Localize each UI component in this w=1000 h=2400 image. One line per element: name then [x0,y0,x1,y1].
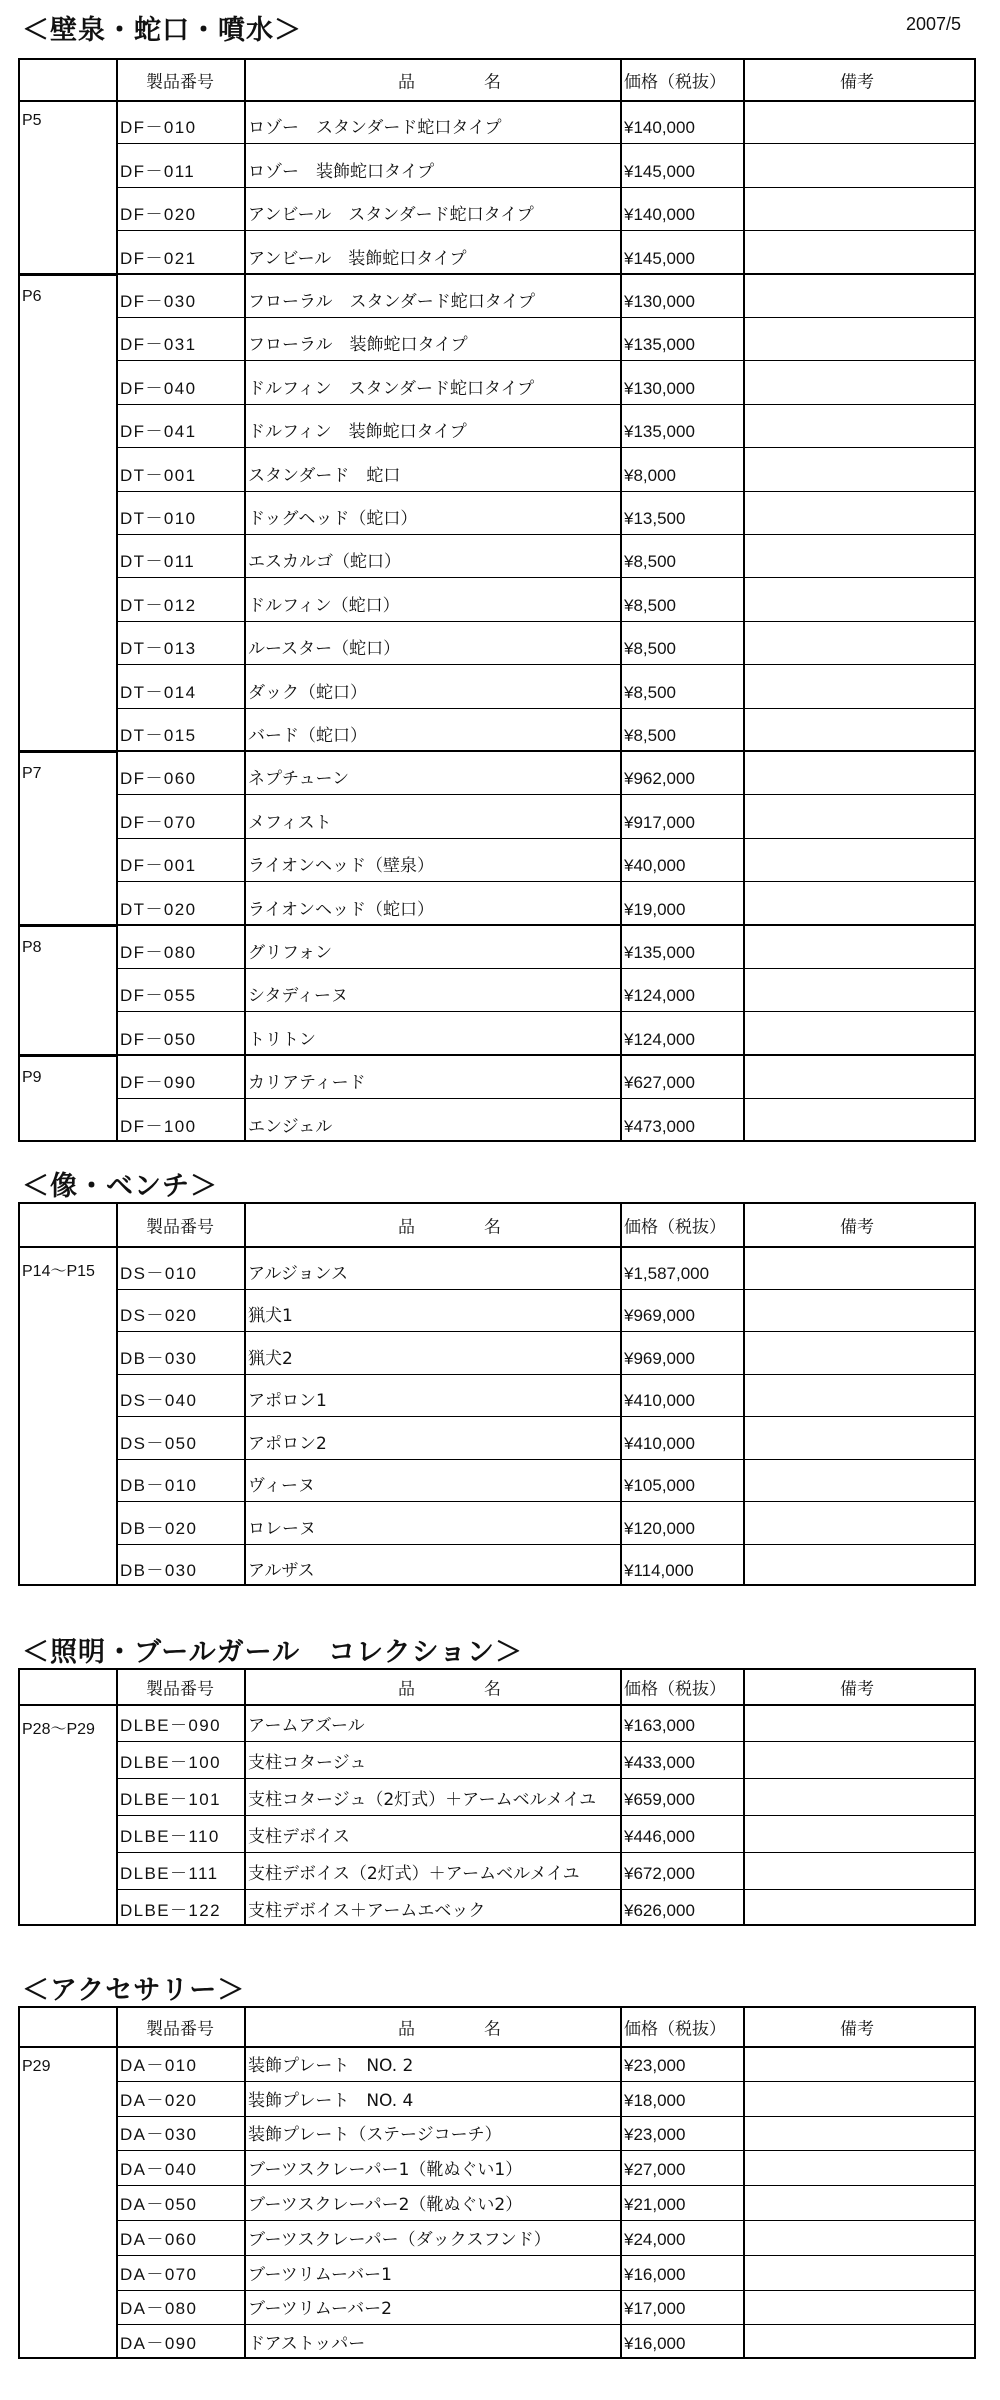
product-code: DA－060 [120,2229,198,2249]
section-title: ＜照明・ブールガール コレクション＞ [22,1637,524,1668]
product-name: アンビール スタンダード蛇口タイプ [248,205,534,226]
product-name: ライオンヘッド（蛇口） [248,899,434,920]
product-code: DB－030 [120,1348,198,1368]
product-price: ¥473,000 [624,1116,695,1136]
product-code: DA－070 [120,2264,198,2284]
product-name: 装飾プレート（ステージコーチ） [248,2125,502,2146]
product-price: ¥135,000 [624,942,695,962]
column-divider [244,2008,246,2357]
product-price: ¥23,000 [624,2125,686,2145]
table-row [20,187,974,231]
product-name: アルザス [248,1561,315,1581]
product-code: DA－080 [120,2299,198,2319]
product-price: ¥120,000 [624,1518,695,1538]
product-code: DB－030 [120,1561,198,1580]
product-name: ライオンヘッド（壁泉） [248,856,434,877]
table-row [20,577,974,621]
product-price: ¥140,000 [624,118,695,138]
page-ref: P9 [22,1068,42,1086]
product-code: DA－030 [120,2125,198,2145]
product-price: ¥24,000 [624,2229,686,2249]
page-ref: P29 [22,2058,51,2075]
product-code: DT－010 [120,508,197,528]
table-row [20,794,974,838]
product-price: ¥140,000 [624,205,695,225]
table-row [20,1704,974,1742]
product-code: DA－010 [120,2055,198,2075]
product-price: ¥135,000 [624,335,695,355]
product-name: ブーツリムーバー2 [248,2299,392,2320]
table-row [20,404,974,448]
table-row [20,534,974,578]
product-price: ¥145,000 [624,248,695,268]
product-code: DB－010 [120,1476,198,1495]
table-row [20,621,974,665]
product-price: ¥969,000 [624,1348,695,1368]
product-price: ¥163,000 [624,1716,695,1735]
table-row [20,1331,974,1375]
product-price: ¥8,500 [624,725,676,745]
table-row [20,2185,974,2221]
product-code: DF－020 [120,205,197,225]
table-row [20,1098,974,1141]
header-price: 価格（税抜） [624,2019,726,2040]
table-row [20,1459,974,1503]
product-name: ダック（蛇口） [248,682,367,703]
product-price: ¥627,000 [624,1073,695,1093]
product-price: ¥659,000 [624,1790,695,1809]
product-name: ブーツスクレーパー2（靴ぬぐい2） [248,2194,523,2215]
product-code: DLBE－122 [120,1901,221,1920]
product-name: ネプチューン [248,769,350,790]
product-price: ¥969,000 [624,1306,695,1325]
header-note: 備考 [840,1679,874,1700]
header-name: 品 名 [398,72,527,93]
product-code: DF－011 [120,161,196,181]
product-name: ドルフィン スタンダード蛇口タイプ [248,378,535,399]
product-price: ¥962,000 [624,769,695,789]
product-code: DLBE－100 [120,1753,221,1772]
product-price: ¥16,000 [624,2334,686,2354]
table-row [20,2116,974,2152]
product-price: ¥17,000 [624,2299,686,2319]
header-note: 備考 [840,2019,874,2040]
section-title: ＜像・ベンチ＞ [22,1171,218,1202]
product-price: ¥40,000 [624,856,686,876]
product-code: DF－041 [120,422,197,442]
product-code: DT－015 [120,725,197,745]
product-price: ¥16,000 [624,2264,686,2284]
product-name: スタンダード 蛇口 [248,465,401,486]
product-name: 装飾プレート NO. 2 [248,2055,414,2076]
product-price: ¥8,500 [624,552,676,572]
document-date: 2007/5 [906,14,962,34]
page-ref: P7 [22,765,42,782]
product-name: 支柱デボイス＋アームエベック [248,1901,486,1921]
product-code: DS－050 [120,1433,198,1453]
product-name: シタディーヌ [248,986,348,1007]
product-code: DF－070 [120,812,197,832]
product-name: ドルフィン（蛇口） [248,595,400,616]
product-name: ブーツリムーバー1 [248,2264,392,2285]
table-row [20,2150,974,2186]
product-code: DS－040 [120,1391,198,1410]
table-row [20,1011,974,1055]
product-code: DF－001 [120,856,197,876]
table-row [20,968,974,1012]
table-row [20,1544,974,1587]
product-name: アポロン2 [248,1433,327,1454]
column-divider [116,1204,118,1584]
table-row [20,1778,974,1816]
table-row [20,2255,974,2291]
table-row [20,1501,974,1545]
header-price: 価格（税抜） [624,72,726,93]
product-price: ¥130,000 [624,291,695,311]
table-row [20,317,974,361]
product-name: フローラル 装飾蛇口タイプ [248,335,468,356]
product-price: ¥27,000 [624,2160,686,2180]
page-ref: P8 [22,938,42,956]
table-row [20,143,974,187]
product-code: DS－020 [120,1306,198,1325]
product-code: DT－011 [120,552,196,572]
header-name: 品 名 [398,1679,527,1700]
product-code: DF－030 [120,291,197,311]
product-name: アンビール 装飾蛇口タイプ [248,248,467,269]
product-name: 猟犬1 [248,1306,293,1326]
page-ref: P28～P29 [22,1721,95,1738]
section-title: ＜壁泉・蛇口・噴水＞ [22,15,302,46]
table-header [20,60,974,102]
product-price: ¥672,000 [624,1864,695,1883]
product-price: ¥124,000 [624,1029,695,1049]
column-divider [743,1670,745,1924]
header-price: 価格（税抜） [624,1217,726,1238]
price-table [18,1202,976,1586]
product-code: DT－014 [120,682,197,702]
product-price: ¥1,587,000 [624,1263,710,1283]
price-table [18,2006,976,2359]
product-price: ¥19,000 [624,899,686,919]
column-divider [620,1670,622,1924]
column-divider [116,2008,118,2357]
column-divider [116,1670,118,1924]
table-row [20,1374,974,1418]
table-row [20,1055,974,1099]
price-table [18,1668,976,1926]
price-table [18,58,976,1142]
header-price: 価格（税抜） [624,1679,726,1700]
product-price: ¥446,000 [624,1827,695,1846]
product-name: アポロン1 [248,1391,327,1411]
product-name: ブーツスクレーパー（ダックスフンド） [248,2229,551,2250]
product-name: ルースター（蛇口） [248,639,401,660]
product-code: DF－010 [120,118,197,138]
table-row [20,1416,974,1460]
product-code: DLBE－111 [120,1864,219,1883]
table-row [20,751,974,795]
header-name: 品 名 [398,1217,527,1238]
table-row [20,925,974,969]
product-name: ロゾー 装飾蛇口タイプ [248,161,435,182]
table-row [20,2220,974,2256]
product-price: ¥8,500 [624,595,676,615]
table-header [20,1670,974,1706]
table-row [20,1852,974,1890]
product-price: ¥114,000 [624,1561,694,1580]
product-code: DT－012 [120,595,197,615]
table-header [20,2008,974,2048]
table-row [20,1289,974,1333]
product-code: DF－031 [120,335,197,355]
product-price: ¥13,500 [624,508,686,528]
product-code: DA－040 [120,2160,198,2180]
table-row [20,838,974,882]
product-name: 支柱デボイス [248,1827,350,1847]
table-row [20,1246,974,1290]
product-code: DLBE－090 [120,1716,221,1735]
section-title: ＜アクセサリー＞ [22,1975,246,2006]
table-row [20,2081,974,2117]
product-name: カリアティード [248,1073,366,1094]
product-code: DF－050 [120,1029,197,1049]
product-name: ブーツスクレーパー1（靴ぬぐい1） [248,2160,523,2181]
product-price: ¥18,000 [624,2090,686,2110]
product-price: ¥8,500 [624,639,676,659]
product-code: DA－050 [120,2194,198,2214]
header-note: 備考 [840,72,874,93]
table-row [20,2324,974,2359]
product-name: 支柱デボイス（2灯式）＋アームベルメイユ [248,1864,580,1884]
product-code: DF－060 [120,769,197,789]
column-divider [743,60,745,1140]
product-code: DA－090 [120,2334,198,2354]
column-divider [743,2008,745,2357]
column-divider [244,60,246,1140]
product-name: フローラル スタンダード蛇口タイプ [248,291,535,312]
column-divider [620,60,622,1140]
table-header [20,1204,974,1248]
product-code: DB－020 [120,1518,198,1538]
product-code: DF－100 [120,1116,197,1136]
product-code: DT－001 [120,465,197,485]
page-ref: P14～P15 [22,1263,95,1280]
product-price: ¥105,000 [624,1476,695,1495]
product-code: DF－040 [120,378,197,398]
product-code: DA－020 [120,2090,198,2110]
page-ref: P5 [22,112,42,129]
product-code: DLBE－110 [120,1827,220,1846]
product-name: エンジェル [248,1116,333,1137]
product-name: メフィスト [248,812,332,833]
product-code: DF－055 [120,986,197,1006]
product-price: ¥124,000 [624,986,695,1006]
table-row [20,708,974,752]
product-price: ¥21,000 [624,2194,686,2214]
table-row [20,1815,974,1853]
table-row [20,881,974,925]
table-row [20,2046,974,2082]
header-note: 備考 [840,1217,874,1238]
product-name: トリトン [248,1029,316,1050]
product-price: ¥8,500 [624,682,676,702]
product-code: DF－090 [120,1073,197,1093]
product-price: ¥410,000 [624,1433,695,1453]
table-row [20,491,974,535]
product-name: アームアズール [248,1716,365,1736]
product-price: ¥626,000 [624,1901,695,1920]
header-code: 製品番号 [146,72,214,93]
table-row [20,2290,974,2326]
product-name: ロレーヌ [248,1518,316,1539]
product-price: ¥135,000 [624,422,695,442]
header-code: 製品番号 [146,1679,214,1700]
table-row [20,100,974,144]
product-name: グリフォン [248,942,333,963]
product-code: DT－020 [120,899,197,919]
table-row [20,274,974,318]
header-code: 製品番号 [146,1217,214,1238]
product-name: 支柱コタージュ（2灯式）＋アームベルメイユ [248,1790,597,1810]
product-name: ドッグヘッド（蛇口） [248,508,418,529]
product-name: ドアストッパー [248,2334,366,2355]
table-row [20,1741,974,1779]
header-code: 製品番号 [146,2019,214,2040]
column-divider [620,1204,622,1584]
header-name: 品 名 [398,2019,527,2040]
column-divider [244,1670,246,1924]
product-name: 装飾プレート NO. 4 [248,2090,414,2111]
product-name: 支柱コタージュ [248,1753,367,1773]
product-code: DLBE－101 [120,1790,221,1809]
table-row [20,230,974,274]
product-name: バード（蛇口） [248,725,367,746]
product-name: エスカルゴ（蛇口） [248,552,401,573]
page-ref: P6 [22,287,42,305]
product-price: ¥8,000 [624,465,676,485]
product-name: ロゾー スタンダード蛇口タイプ [248,118,502,139]
product-price: ¥410,000 [624,1391,695,1410]
table-row [20,360,974,404]
product-price: ¥23,000 [624,2055,686,2075]
product-name: アルジョンス [248,1263,349,1284]
product-name: ヴィーヌ [248,1476,315,1496]
column-divider [620,2008,622,2357]
product-code: DF－021 [120,248,197,268]
column-divider [743,1204,745,1584]
product-name: ドルフィン 装飾蛇口タイプ [248,422,467,443]
table-row [20,1889,974,1926]
product-code: DT－013 [120,639,197,659]
product-price: ¥433,000 [624,1753,695,1772]
product-name: 猟犬2 [248,1348,293,1369]
column-divider [116,60,118,1140]
product-price: ¥130,000 [624,378,695,398]
table-row [20,447,974,491]
product-code: DS－010 [120,1263,198,1283]
product-price: ¥917,000 [624,812,695,832]
table-row [20,664,974,708]
product-price: ¥145,000 [624,161,695,181]
product-code: DF－080 [120,942,197,962]
column-divider [244,1204,246,1584]
